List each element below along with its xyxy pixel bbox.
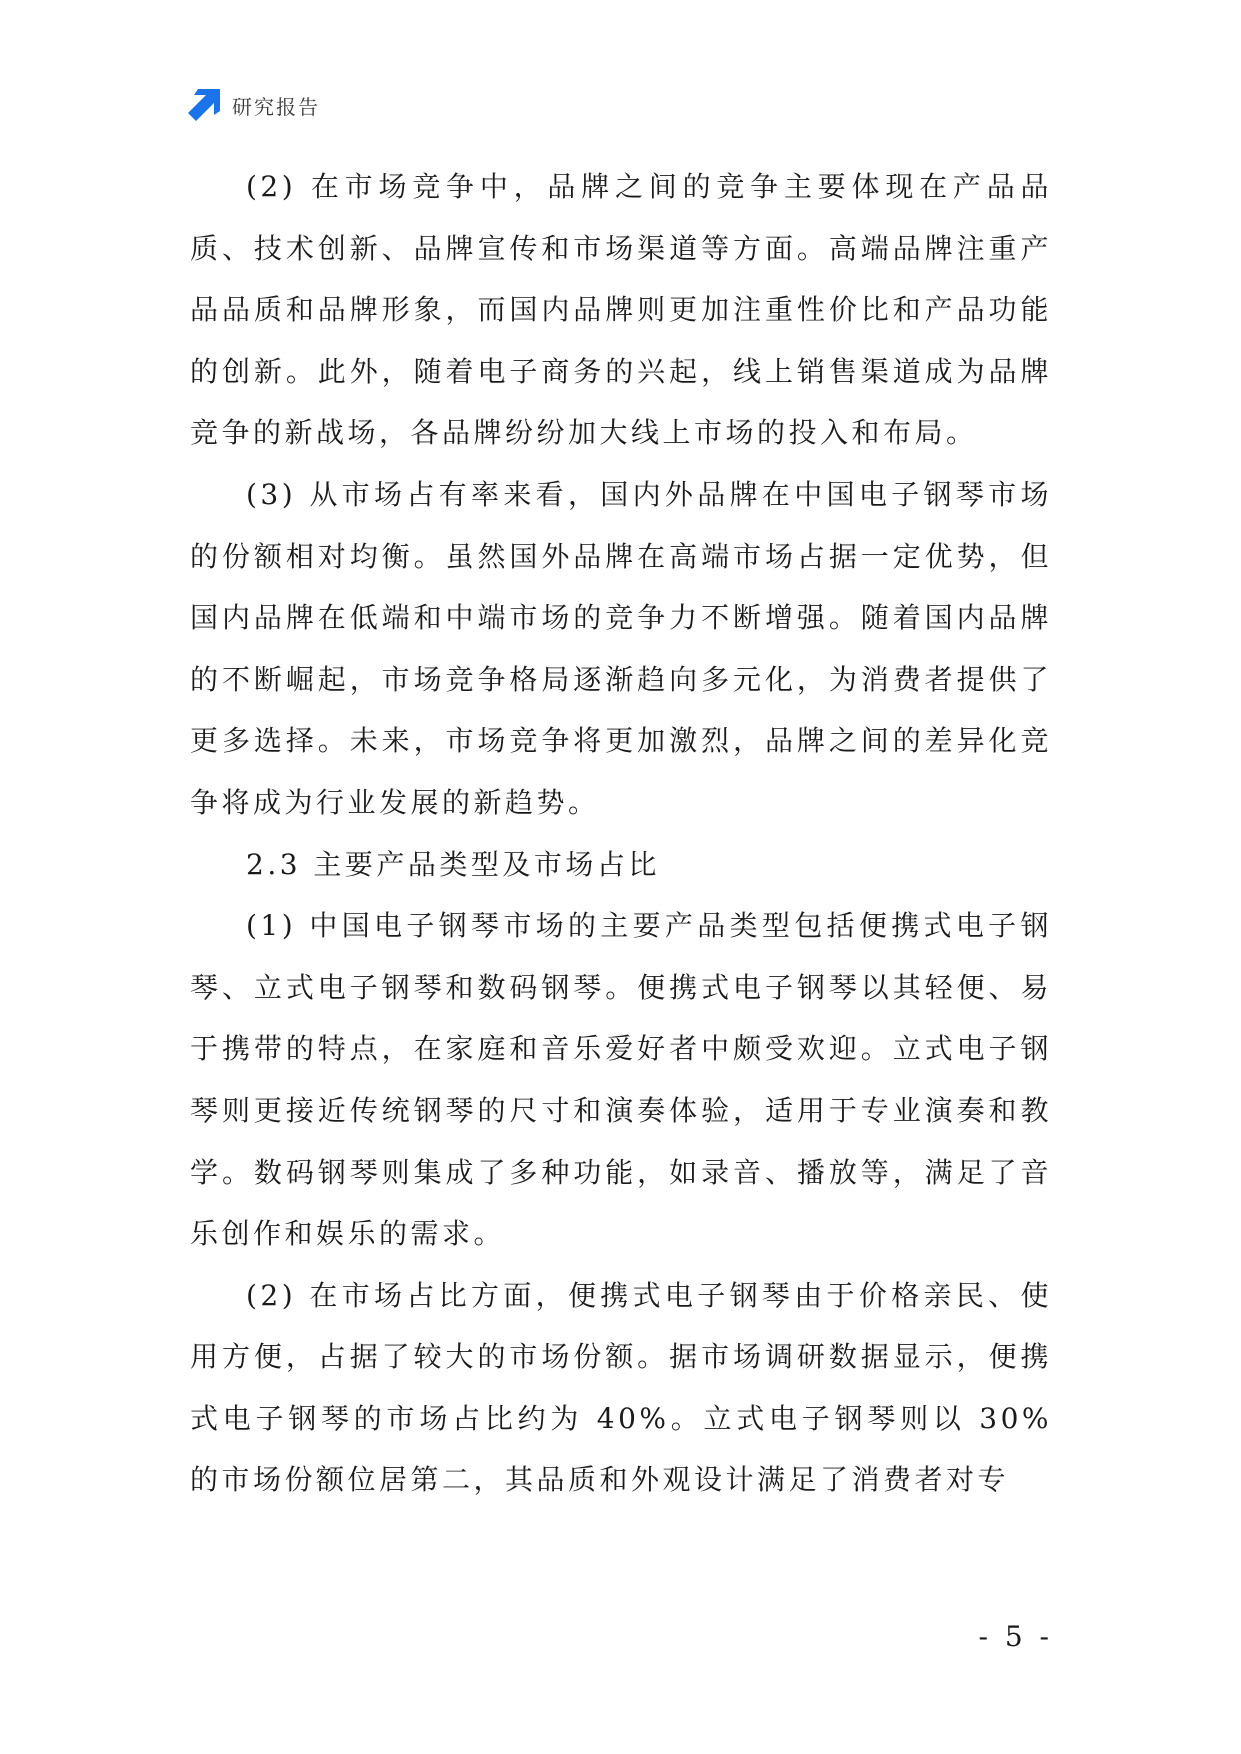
paragraph-market-share: (3) 从市场占有率来看，国内外品牌在中国电子钢琴市场的份额相对均衡。虽然国外品牌在高端市场占据一定优势，但国内品牌在低端和中端市场的竞争力不断增强。随着国内品牌的不断崛起，市场竞争格局逐渐趋向多元化，为消费者提供了更多选择。未来，市场竞争将更加激烈，品牌之间的差异化竞争将成为行业发展的新趋势。 xyxy=(190,477,1052,819)
section-heading: 2.3 主要产品类型及市场占比 xyxy=(246,847,660,881)
paragraph-product-share: (2) 在市场占比方面，便携式电子钢琴由于价格亲民、使用方便，占据了较大的市场份额。据市场调研数据显示，便携式电子钢琴的市场占比约为 40%。立式电子钢琴则以 30%的市场份额位居第二，其品质和外观设计满足了消费者对专 xyxy=(190,1278,1052,1497)
page-number: - 5 - xyxy=(978,1620,1053,1653)
paragraph-product-types: (1) 中国电子钢琴市场的主要产品类型包括便携式电子钢琴、立式电子钢琴和数码钢琴。便携式电子钢琴以其轻便、易于携带的特点，在家庭和音乐爱好者中颇受欢迎。立式电子钢琴则更接近传统钢琴的尺寸和演奏体验，适用于专业演奏和教学。数码钢琴则集成了多种功能，如录音、播放等，满足了音乐创作和娱乐的需求。 xyxy=(190,909,1052,1251)
header-title: 研究报告 xyxy=(232,94,320,119)
paragraph-brand-competition: (2) 在市场竞争中，品牌之间的竞争主要体现在产品品质、技术创新、品牌宣传和市场渠道等方面。高端品牌注重产品品质和品牌形象，而国内品牌则更加注重性价比和产品功能的创新。此外，随着电子商务的兴起，线上销售渠道成为品牌竞争的新战场，各品牌纷纷加大线上市场的投入和布局。 xyxy=(190,170,1052,450)
report-header xyxy=(188,88,320,122)
arrow-logo-icon xyxy=(188,89,220,121)
body-content xyxy=(190,156,1052,1511)
